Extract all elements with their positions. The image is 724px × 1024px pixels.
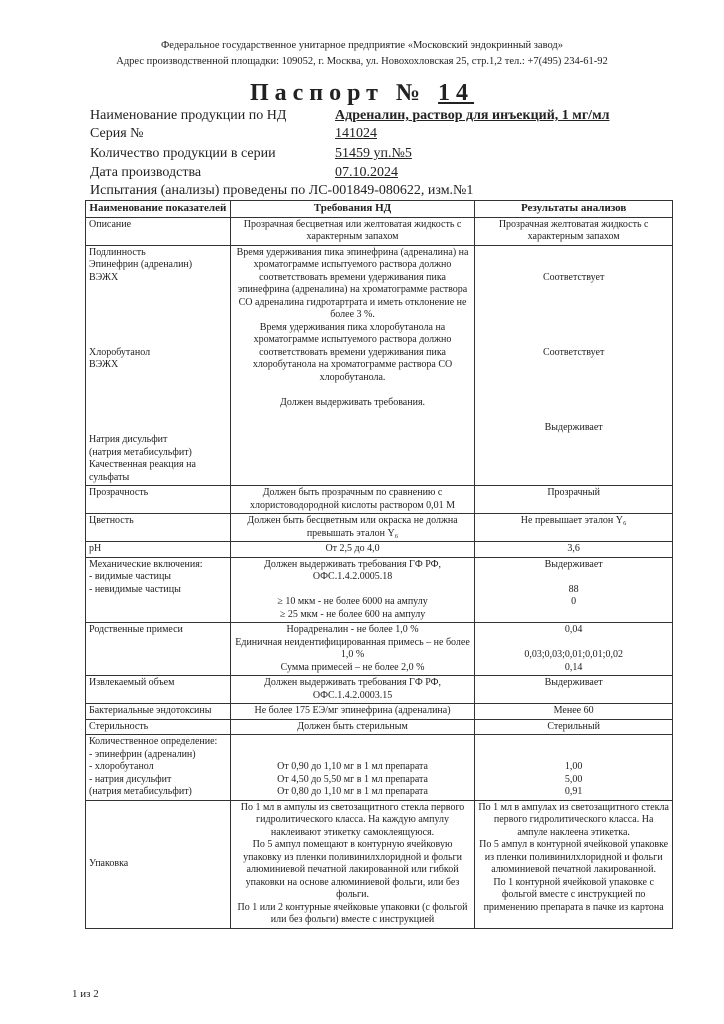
table-row (86, 217, 673, 245)
row-result: Прозрачный (475, 486, 673, 514)
row-name: Извлекаемый объем (86, 676, 231, 704)
row-requirement: Не более 175 ЕЭ/мг эпинефрина (адреналина) (230, 704, 475, 720)
page-title (0, 80, 724, 107)
table-row (86, 623, 673, 676)
series-value: 141024 (335, 126, 377, 141)
qty-value: 51459 уп.№5 (335, 146, 412, 161)
row-requirement: Должен быть прозрачным по сравнению с хлористоводородной кислоты раствором 0,01 М (230, 486, 475, 514)
page-number: 1 из 2 (72, 988, 99, 1000)
table-row (86, 542, 673, 558)
header-requirements: Требования НД (230, 201, 475, 218)
qty-label: Количество продукции в серии (90, 146, 276, 161)
header-results: Результаты анализов (475, 201, 673, 218)
row-requirement: Время удерживания пика эпинефрина (адреналина) на хроматограмме испытуемого раствора должно соответствовать времени удерживания пика эпинефрина (адреналина) на хроматограмме раствора СО адреналина гидротартрата и иметь отклонение не более 3 %. Время удерживания пика хлоробутанола на хроматограмме испытуемого раствора должно соответствовать времени удерживания пика хлоробутанола на хроматограмме раствора СО хлоробутанола. Должен выдерживать требования. (230, 245, 475, 486)
product-label: Наименование продукции по НД (90, 108, 287, 123)
row-result: Выдерживает 88 0 (475, 557, 673, 623)
row-name: Стерильность (86, 719, 231, 735)
table-row (86, 245, 673, 486)
row-result: Соответствует Соответствует Выдерживает (475, 245, 673, 486)
row-name: Упаковка (86, 800, 231, 928)
row-result: 3,6 (475, 542, 673, 558)
title-label: Паспорт № (249, 80, 427, 106)
row-name: Механические включения: - видимые частицы - невидимые частицы (86, 557, 231, 623)
results-table (85, 200, 673, 929)
row-requirement: По 1 мл в ампулы из светозащитного стекла первого гидролитического класса. На каждую ампулу наклеивают этикетку самоклеящуюся. По 5 ампул помещают в контурную ячейковую упаковку из пленки поливинилхлоридной и фольги алюминиевой печатной лакированной или гибкой упаковки на основе алюминиевой фольги, или без фольги. По 1 или 2 контурные ячейковые упаковки (с фольгой или без фольги) вместе с инструкцией (230, 800, 475, 928)
org-name: Федеральное государственное унитарное предприятие «Московский эндокринный завод» (161, 40, 563, 51)
table-row (86, 719, 673, 735)
row-result: 1,00 5,00 0,91 (475, 735, 673, 801)
table-row (86, 514, 673, 542)
row-result: По 1 мл в ампулах из светозащитного стекла первого гидролитического класса. На ампуле наклеена этикетка. По 5 ампул в контурной ячейковой упаковке из пленки поливинилхлоридной и фольги алюминиевой печатной лакированной. По 1 контурной ячейковой упаковке с фольгой вместе с инструкцией по применению препарата в пачке из картона (475, 800, 673, 928)
row-requirement: Должен выдерживать требования ГФ РФ, ОФС.1.4.2.0005.18 ≥ 10 мкм - не более 6000 на ампулу ≥ 25 мкм - не более 600 на ампулу (230, 557, 475, 623)
date-value: 07.10.2024 (335, 165, 398, 180)
row-result: Выдерживает (475, 676, 673, 704)
header-name: Наименование показателей (86, 201, 231, 218)
table-row (86, 676, 673, 704)
row-name: Подлинность Эпинефрин (адреналин) ВЭЖХ Хлоробутанол ВЭЖХ Натрия дисульфит (натрия метабисульфит) Качественная реакция на сульфаты (86, 245, 231, 486)
row-name: pH (86, 542, 231, 558)
row-requirement: Прозрачная бесцветная или желтоватая жидкость с характерным запахом (230, 217, 475, 245)
row-requirement: Норадреналин - не более 1,0 % Единичная неидентифицированная примесь – не более 1,0 % Сумма примесей – не более 2,0 % (230, 623, 475, 676)
row-result: Менее 60 (475, 704, 673, 720)
table-row (86, 486, 673, 514)
row-requirement: От 2,5 до 4,0 (230, 542, 475, 558)
row-name: Бактериальные эндотоксины (86, 704, 231, 720)
table-row (86, 800, 673, 928)
row-result: Стерильный (475, 719, 673, 735)
row-name: Цветность (86, 514, 231, 542)
table-row (86, 704, 673, 720)
row-name: Прозрачность (86, 486, 231, 514)
row-result: 0,04 0,03;0,03;0,01;0,01;0,02 0,14 (475, 623, 673, 676)
row-name: Описание (86, 217, 231, 245)
table-row (86, 557, 673, 623)
table-row (86, 735, 673, 801)
row-name: Количественное определение: - эпинефрин (адреналин) - хлоробутанол - натрия дисульфит (натрия метабисульфит) (86, 735, 231, 801)
row-requirement: Должен быть бесцветным или окраска не должна превышать эталон Y₆ (230, 514, 475, 542)
row-requirement: Должен выдерживать требования ГФ РФ, ОФС.1.4.2.0003.15 (230, 676, 475, 704)
product-value: Адреналин, раствор для инъекций, 1 мг/мл (335, 108, 610, 123)
series-label: Серия № (90, 126, 144, 141)
date-label: Дата производства (90, 165, 202, 180)
table-header-row (86, 201, 673, 218)
row-result: Прозрачная желтоватая жидкость с характерным запахом (475, 217, 673, 245)
row-result: Не превышает эталон Y₆ (475, 514, 673, 542)
passport-number: 14 (438, 80, 475, 106)
org-address: Адрес производственной площадки: 109052, г. Москва, ул. Новохохловская 25, стр.1,2 тел.: +7(495) 234-61-92 (116, 56, 608, 67)
row-requirement: От 0,90 до 1,10 мг в 1 мл препарата От 4,50 до 5,50 мг в 1 мл препарата От 0,80 до 1,10 мг в 1 мл препарата (230, 735, 475, 801)
tests-line: Испытания (анализы) проведены по ЛС-001849-080622, изм.№1 (90, 183, 474, 198)
row-requirement: Должен быть стерильным (230, 719, 475, 735)
row-name: Родственные примеси (86, 623, 231, 676)
